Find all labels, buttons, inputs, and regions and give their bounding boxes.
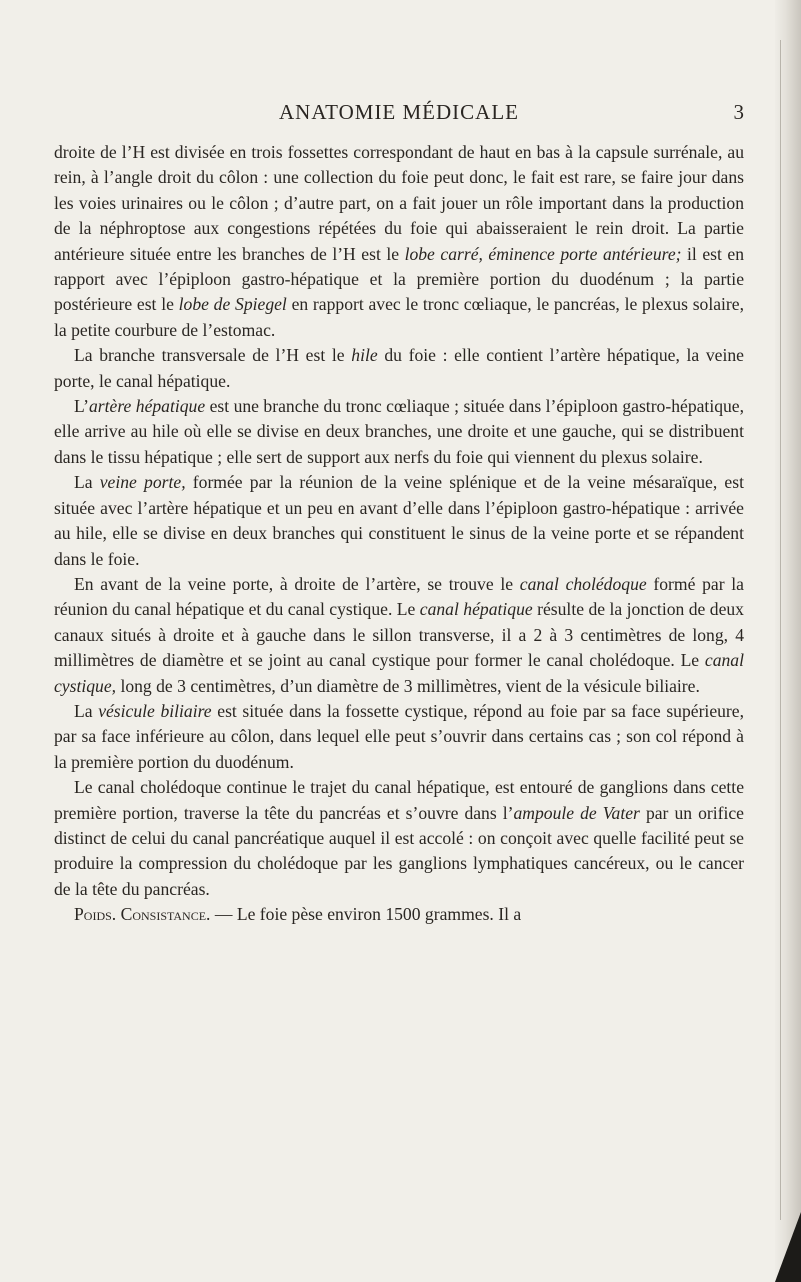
text-run: La: [74, 700, 99, 721]
paragraph: [54, 572, 744, 699]
page-number: 3: [733, 100, 744, 124]
text-run: L’: [74, 396, 89, 417]
text-run: par un orifice distinct de celui du canal pancréatique auquel il est accolé : on conçoit avec quelle facilité peut se produire la compression du cholédoque par les ganglions lymphatiques cancéreux, ou le cancer de la tête du pancréas.: [54, 802, 744, 899]
text-run: Le canal cholédoque continue le trajet du canal hépatique, est entouré de ganglions dans cette première portion, traverse la tête du pancréas et s’ouvre dans l’: [54, 777, 744, 823]
text-run: En avant de la veine porte, à droite de l’artère, se trouve le: [74, 573, 520, 594]
text-run: du foie : elle contient l’artère hépatique, la veine porte, le canal hépatique.: [54, 345, 744, 391]
body-text: [54, 140, 744, 928]
text-run: long de 3 centimètres, d’un diamètre de 3 millimètres, vient de la vésicule biliaire.: [116, 675, 700, 696]
italic-term: veine porte,: [99, 472, 186, 493]
italic-term: hile: [351, 345, 378, 366]
italic-term: artère hépatique: [89, 396, 206, 417]
text-run: résulte de la jonction de deux canaux situés à droite et à gauche dans le sillon transverse, il a 2 à 3 centimètres de long, 4 millimètres de diamètre et se joint au canal cystique pour former le canal cholédoque. Le: [54, 599, 744, 671]
italic-term: lobe carré, éminence porte antérieure;: [404, 243, 682, 264]
text-run: La branche transversale de l’H est le: [74, 345, 352, 366]
page-edge-shadow: [775, 0, 801, 1282]
paragraph: [54, 343, 744, 394]
text-run: formée par la réunion de la veine splénique et de la veine mésaraïque, est située avec l’artère hépatique et un peu en avant d’elle dans l’épiploon gastro-hépatique : arrivée au hile, elle se divise en deux branches qui constituent le sinus de la veine porte et se répandent dans le foie.: [54, 472, 744, 569]
text-run: — Le foie pèse environ 1500 grammes. Il a: [210, 904, 522, 925]
text-run: est située dans la fossette cystique, répond au foie par sa face supérieure, par sa face inférieure au côlon, dans lequel elle peut s’ouvrir dans certains cas ; son col répond à la première portion du duodénum.: [54, 700, 744, 772]
section-heading: Poids. Consistance.: [74, 904, 211, 925]
italic-term: vésicule biliaire: [98, 700, 212, 721]
text-run: La: [74, 472, 100, 493]
paragraph: [54, 902, 744, 927]
italic-term: lobe de Spiegel: [178, 294, 287, 315]
paragraph: [54, 140, 744, 343]
italic-term: canal cystique,: [54, 650, 744, 696]
page-header: [54, 100, 744, 130]
text-run: droite de l’H est divisée en trois fossettes correspondant de haut en bas à la capsule surrénale, au rein, à l’angle droit du côlon : une collection du foie peut donc, le fait est rare, se faire jour dans les voies urinaires ou le côlon ; d’autre part, on a fait jouer un rôle important dans la production de la néphroptose aux congestions répétées du foie qui abaisseraient le rein droit. La partie antérieure située entre les branches de l’H est le: [54, 142, 744, 264]
running-title: ANATOMIE MÉDICALE: [278, 100, 519, 124]
paragraph: [54, 394, 744, 470]
paragraph: [54, 699, 744, 775]
text-run: il est en rapport avec l’épiploon gastro-hépatique et la première portion du duodénum ; la partie postérieure est le: [54, 243, 745, 315]
page-edge-line: [780, 40, 781, 1220]
paragraph: [54, 470, 744, 572]
paragraph: [54, 775, 744, 902]
text-run: formé par la réunion du canal hépatique et du canal cystique. Le: [54, 573, 744, 620]
italic-term: ampoule de Vater: [513, 802, 640, 823]
italic-term: canal hépatique: [419, 599, 533, 620]
text-run: en rapport avec le tronc cœliaque, le pancréas, le plexus solaire, la petite courbure de l’estomac.: [54, 294, 744, 340]
text-run: est une branche du tronc cœliaque ; située dans l’épiploon gastro-hépatique, elle arrive au hile où elle se divise en deux branches, une droite et une gauche, qui se distribuent dans le tissu hépatique ; elle sert de support aux nerfs du foie qui viennent du plexus solaire.: [54, 396, 745, 467]
page-corner-mark: [775, 1212, 801, 1282]
italic-term: canal cholédoque: [519, 573, 647, 594]
